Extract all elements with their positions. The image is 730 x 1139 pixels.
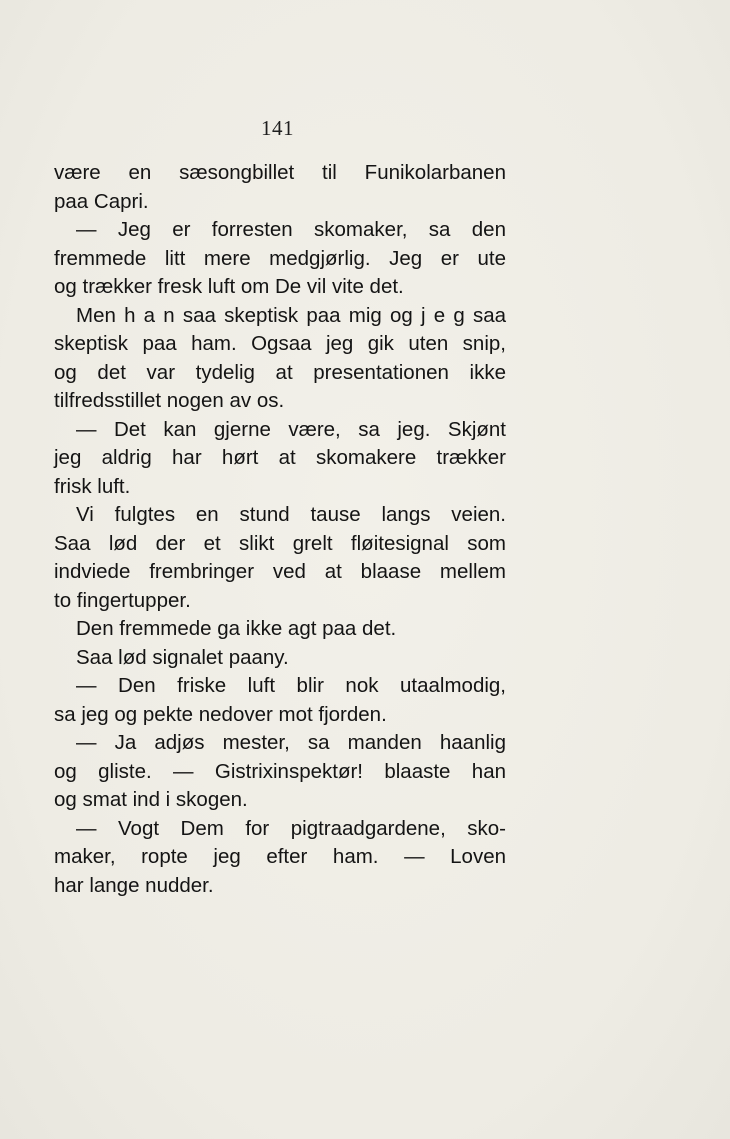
body-text [54,159,506,900]
text-line: Saa lød signalet paany. [76,645,289,669]
text-line: har lange nudder. [54,873,214,897]
text-line: Saa lød der et slikt grelt fløitesignal som [54,531,506,555]
text-line: Men h a n saa skeptisk paa mig og j e g saa [76,303,506,327]
text-line: jeg aldrig har hørt at skomakere trækker [54,446,506,469]
text-line: — Den friske luft blir nok utaalmodig, [76,674,506,697]
text-line: sa jeg og pekte nedover mot fjorden. [54,702,387,726]
text-line: — Det kan gjerne være, sa jeg. Skjønt [76,417,506,441]
text-line: Den fremmede ga ikke agt paa det. [76,617,397,640]
text-line: indviede frembringer ved at blaase mellem [54,560,506,583]
text-line: være en sæsongbillet til Funikolarbanen [54,161,506,184]
text-line: Vi fulgtes en stund tause langs veien. [76,503,506,526]
text-line: paa Capri. [54,189,149,213]
page-number: 141 [261,116,294,140]
text-line: maker, ropte jeg efter ham. — Loven [54,845,506,868]
text-line: to fingertupper. [54,588,191,612]
text-line: — Jeg er forresten skomaker, sa den [76,218,506,241]
text-line: skeptisk paa ham. Ogsaa jeg gik uten snip, [54,332,506,355]
text-line: og gliste. — Gistrixinspektør! blaaste han [54,759,506,783]
text-line: og smat ind i skogen. [54,788,248,811]
text-line: — Vogt Dem for pigtraadgardene, sko- [76,816,506,840]
text-line: fremmede litt mere medgjørlig. Jeg er ute [54,246,506,270]
text-line: og det var tydelig at presentationen ikke [54,360,506,384]
text-line: — Ja adjøs mester, sa manden haanlig [76,731,506,754]
text-line: frisk luft. [54,474,131,498]
text-line: og trækker fresk luft om De vil vite det. [54,275,404,298]
text-line: tilfredsstillet nogen av os. [54,389,285,412]
